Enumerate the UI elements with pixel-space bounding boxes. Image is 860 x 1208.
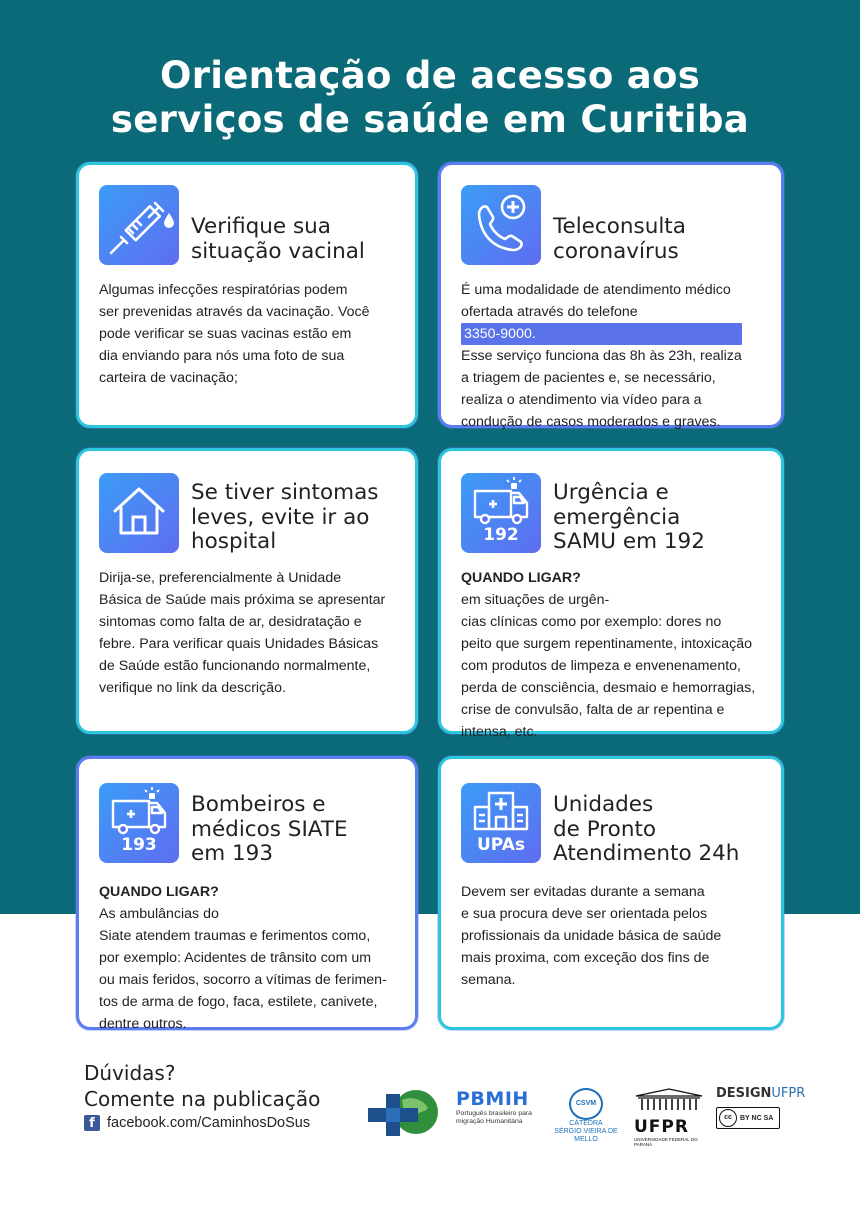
card-teleconsultation (438, 162, 784, 428)
icon-number-label: 193 (121, 835, 157, 855)
card-upas (438, 756, 784, 1030)
card-title: Unidades de Pronto Atendimento 24h (553, 792, 740, 866)
phone-number-highlight: 3350-9000. (461, 323, 742, 345)
csvm-logo: CSVM CÁTEDRA SÉRGIO VIEIRA DE MELLO (544, 1088, 628, 1144)
footer-questions: Dúvidas? Comente na publicação (84, 1061, 321, 1111)
title-line-2: serviços de saúde em Curitiba (110, 98, 750, 141)
ambulance-icon (461, 473, 541, 553)
creative-commons-icon: cc BY NC SA (716, 1107, 780, 1129)
card-samu-192 (438, 448, 784, 740)
card-description: Devem ser evitadas durante a semana e sua procura deve ser orientada pelos profissionais da unidade básica de saúde mais proxima, com exceção dos fins de semana. (461, 884, 722, 988)
ufpr-logo: UFPR UNIVERSIDADE FEDERAL DO PARANÁ (634, 1088, 704, 1147)
card-description: Dirija-se, preferencialmente à Unidade Básica de Saúde mais próxima se apresentar sintomas como falta de ar, desidratação e febre. Para verificar quais Unidades Básicas de Saúde estão funcionando normalmente, verifique no link da descrição. (99, 570, 386, 696)
facebook-url: facebook.com/CaminhosDoSus (107, 1115, 311, 1131)
ambulance-icon (99, 783, 179, 863)
card-description: QUANDO LIGAR? em situações de urgên- cias clínicas como por exemplo: dores no peito que surgem repentinamente, intoxicação com produtos de limpeza e envenenamento, perda de consciência, desmaio e hemorragias, crise de convulsão, falta de ar repentina e intensa, etc. (461, 570, 756, 740)
card-description: Algumas infecções respiratórias podem ser prevenidas através da vacinação. Você pode verificar se suas vacinas estão em dia enviando para nós uma foto de sua carteira de vacinação; (99, 282, 370, 386)
caminhos-do-sus-logo (366, 1080, 446, 1140)
card-title: Verifique sua situação vacinal (191, 214, 365, 264)
card-description: QUANDO LIGAR? As ambulâncias do Siate atendem traumas e ferimentos como, por exemplo: Acidentes de trânsito com um ou mais feridos, socorro a vítimas de ferimen- tos de arma de fogo, faca, estilete, canivete, dentre outros. (99, 884, 387, 1032)
design-ufpr-logo: DESIGNUFPR cc BY NC SA (716, 1086, 826, 1129)
card-title: Teleconsulta coronavírus (553, 214, 686, 264)
card-title: Bombeiros e médicos SIATE em 193 (191, 792, 348, 866)
card-vaccination (76, 162, 418, 428)
card-mild-symptoms (76, 448, 418, 734)
card-description: É uma modalidade de atendimento médico ofertada através do telefone 3350-9000. Esse serviço funciona das 8h às 23h, realiza a triagem de pacientes e, se necessário, realiza o atendimento via vídeo para a condução de casos moderados e graves. (461, 282, 742, 430)
card-title: Se tiver sintomas leves, evite ir ao hospital (191, 480, 379, 554)
card-siate-193 (76, 756, 418, 1030)
card-title: Urgência e emergência SAMU em 192 (553, 480, 705, 554)
icon-number-label: 192 (483, 525, 519, 545)
syringe-icon (99, 185, 179, 265)
page-title (0, 54, 860, 142)
title-line-1: Orientação de acesso aos (159, 54, 701, 97)
facebook-link[interactable] (84, 1115, 310, 1131)
icon-number-label: UPAs (477, 835, 525, 855)
pbmih-logo: PBMIH Português brasileiro para migração Humanitária (456, 1088, 532, 1125)
facebook-icon: f (84, 1115, 100, 1131)
hospital-icon (461, 783, 541, 863)
phone-plus-icon (461, 185, 541, 265)
house-icon (99, 473, 179, 553)
